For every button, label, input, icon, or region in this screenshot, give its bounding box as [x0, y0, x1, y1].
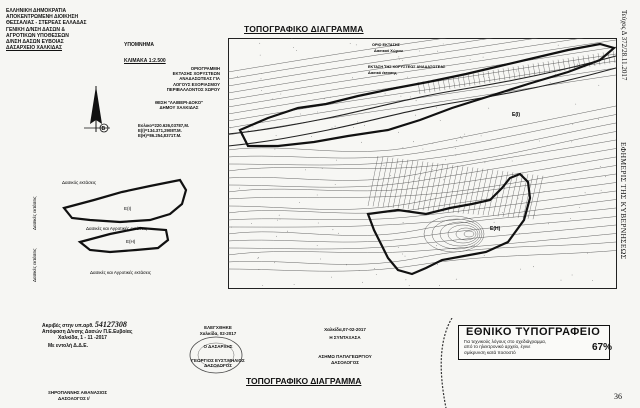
texture-dot [601, 190, 602, 191]
texture-dot [533, 266, 534, 267]
gazette-strip [612, 0, 636, 408]
copy-line: Χαλκίδα, 1 - 11 -2017 [58, 335, 107, 341]
texture-dot [419, 51, 420, 52]
topographic-map [228, 38, 618, 290]
texture-dot [318, 223, 319, 224]
legend-municipality: ΔΗΜΟΥ ΧΑΛΚΙΔΑΣ [159, 105, 199, 111]
texture-dot [405, 176, 406, 177]
inset-label: Δασικές και Αγροτικές εκτάσεις [90, 270, 152, 275]
texture-dot [287, 231, 288, 232]
legend-desc-line: ΛΟΓΟΥΣ ΕΞΟΡΙΑΣΜΟΥ [173, 81, 220, 87]
checked-stamp [168, 325, 268, 369]
header-line: ΘΕΣΣΑΛΙΑΣ - ΣΤΕΡΕΑΣ ΕΛΛΑΔΑΣ [6, 20, 87, 27]
north-arrow-label: Β [101, 126, 106, 132]
legend-area-line: Ε(Η)=86.254,8371Τ.Μ. [138, 133, 182, 139]
texture-dot [415, 115, 416, 116]
texture-dot [561, 280, 562, 281]
inset-vertical-label: Δασικές εκτάσεις [32, 248, 37, 282]
gazette-issue: Τεύχος Δ 372/28.11.2017 [620, 10, 628, 81]
texture-dot [539, 141, 540, 142]
texture-dot [330, 97, 331, 98]
texture-dot [460, 137, 461, 138]
texture-dot [231, 227, 232, 228]
texture-dot [361, 142, 362, 143]
texture-dot [296, 50, 297, 51]
texture-dot [398, 57, 399, 58]
header-line: ΔΑΣΑΡΧΕΙΟ ΧΑΛΚΙΔΑΣ [6, 45, 62, 52]
texture-dot [311, 136, 312, 137]
stamp-percent: 67% [592, 342, 613, 353]
legend-area-line: Εολικο=220.626,03787,Μ. [138, 123, 190, 128]
texture-dot [520, 269, 521, 270]
texture-dot [275, 149, 276, 150]
texture-dot [322, 168, 323, 169]
texture-dot [483, 76, 484, 77]
texture-dot [502, 212, 503, 213]
texture-dot [272, 99, 273, 100]
texture-dot [248, 130, 249, 131]
texture-dot [598, 119, 599, 120]
texture-dot [258, 258, 259, 259]
header-line: ΓΕΝΙΚΗ Δ/ΝΣΗ ΔΑΣΩΝ & [6, 26, 65, 33]
map-title-bottom: ΤΟΠΟΓΡΑΦΙΚΟ ΔΙΑΓΡΑΜΜΑ [246, 376, 362, 386]
texture-dot [239, 188, 240, 189]
texture-dot [251, 223, 252, 224]
texture-dot [598, 85, 599, 86]
texture-dot [550, 82, 551, 83]
texture-dot [485, 162, 486, 163]
texture-dot [261, 78, 262, 79]
left-signatory [48, 390, 107, 401]
texture-dot [456, 279, 457, 280]
parcel-eh-label: Ε(Η) [490, 226, 501, 232]
author-name: ΑΣΗΜΩ ΠΑΠΑΓΕΩΡΓΙΟΥ [318, 354, 372, 359]
texture-dot [333, 229, 334, 230]
texture-dot [280, 219, 281, 220]
texture-dot [299, 202, 300, 203]
texture-dot [519, 233, 520, 234]
texture-dot [418, 178, 419, 179]
inset-overview [20, 170, 200, 285]
texture-dot [317, 195, 318, 196]
texture-dot [474, 245, 475, 246]
texture-dot [558, 45, 559, 46]
texture-dot [464, 134, 465, 135]
stamp-text: από το ηλεκτρονικό αρχείο, έγινε [464, 344, 531, 349]
legend-areas [138, 123, 242, 139]
texture-dot [575, 104, 576, 105]
texture-dot [259, 269, 260, 270]
legend-heading: ΥΠΟΜΝΗΜΑ [124, 42, 154, 48]
texture-dot [534, 215, 535, 216]
header-line: ΑΓΡΟΤΙΚΩΝ ΥΠΟΘΕΣΕΩΝ [6, 32, 69, 39]
texture-dot [262, 285, 263, 286]
stamp-text: σμίκρυνση κατά ποσοστό [464, 350, 516, 355]
texture-dot [357, 122, 358, 123]
texture-dot [335, 126, 336, 127]
texture-dot [481, 136, 482, 137]
texture-dot [258, 257, 259, 258]
signatory-title: ΔΑΣΟΛΟΓΟΣ Ι/ [58, 395, 90, 401]
texture-dot [483, 57, 484, 58]
texture-dot [577, 64, 578, 65]
texture-dot [516, 71, 517, 72]
texture-dot [280, 94, 281, 95]
texture-dot [437, 51, 438, 52]
inset-label: Ε(Ι) [124, 206, 132, 211]
texture-dot [237, 76, 238, 77]
texture-dot [384, 165, 385, 166]
texture-dot [346, 265, 347, 266]
inset-parcel-ei [64, 180, 186, 222]
texture-dot [276, 236, 277, 237]
texture-dot [432, 169, 433, 170]
texture-dot [443, 44, 444, 45]
texture-dot [587, 253, 588, 254]
stamp-line: Ο ΔΑΣΑΡΧΗΣ [203, 344, 233, 349]
texture-dot [294, 284, 295, 285]
texture-dot [364, 125, 365, 126]
texture-dot [300, 114, 301, 115]
author-role: Η ΣΥΝΤΑΞΑΣΑ [329, 334, 361, 340]
texture-dot [317, 245, 318, 246]
texture-dot [437, 264, 438, 265]
texture-dot [399, 59, 400, 60]
texture-dot [572, 124, 573, 125]
texture-dot [398, 162, 399, 163]
texture-dot [402, 60, 403, 61]
texture-dot [402, 254, 403, 255]
texture-dot [385, 93, 386, 94]
texture-dot [324, 99, 325, 100]
texture-dot [436, 107, 437, 108]
inset-label: Δασικές και Αγροτικές εκτάσεις [86, 226, 148, 231]
texture-dot [455, 148, 456, 149]
texture-dot [336, 160, 337, 161]
texture-dot [548, 223, 549, 224]
texture-dot [293, 47, 294, 48]
texture-dot [506, 197, 507, 198]
legend-scale: ΚΛΙΜΑΚΑ 1:2.500 [124, 58, 166, 64]
texture-dot [276, 135, 277, 136]
map-note-line: ΕΚΤΑΣΗ ΤΗΣ ΧΟΡΥΣΤΕΩΣ ΑΝΑΔΑΣΩΤΕΑΣ [368, 65, 446, 69]
legend-area-line: Ε(Ι)=134.371,2908Τ.Μ. [138, 128, 182, 134]
texture-dot [352, 77, 353, 78]
stamp-line: ΔΑΣΟΛΟΓΟΣ [204, 363, 232, 368]
texture-dot [534, 72, 535, 73]
legend-desc-line: ΕΚΤΑΣΗΣ ΧΟΡΥΣΤΕΩΝ [172, 71, 220, 77]
texture-dot [490, 80, 491, 81]
texture-dot [410, 97, 411, 98]
texture-dot [436, 245, 437, 246]
texture-dot [277, 220, 278, 221]
texture-dot [579, 207, 580, 208]
texture-dot [279, 215, 280, 216]
texture-dot [433, 143, 434, 144]
stamp-line: ΕΛΕΓΧΘΗΚΕ [204, 325, 232, 330]
texture-dot [407, 77, 408, 78]
map-title: ΤΟΠΟΓΡΑΦΙΚΟ ΔΙΑΓΡΑΜΜΑ [244, 24, 364, 34]
texture-dot [488, 77, 489, 78]
texture-dot [518, 198, 519, 199]
texture-dot [456, 155, 457, 156]
texture-dot [274, 262, 275, 263]
authority-header [6, 8, 98, 51]
texture-dot [376, 274, 377, 275]
page-number: 36 [614, 392, 622, 401]
author-block [300, 327, 390, 365]
parcel-ei-label: Ε(Ι) [512, 112, 521, 118]
texture-dot [416, 100, 417, 101]
north-arrow-icon [84, 84, 114, 140]
texture-dot [400, 164, 401, 165]
stamp-text: Για τεχνικούς λόγους στο σχεδιάγραμμα, [464, 339, 547, 344]
texture-dot [350, 43, 351, 44]
header-line: ΕΛΛΗΝΙΚΗ ΔΗΜΟΚΡΑΤΙΑ [6, 8, 67, 14]
texture-dot [332, 128, 333, 129]
stamp-line: ΓΕΩΡΓΙΟΣ ΕΥΣΤ.ΜΗΛΙΟΣ [191, 357, 245, 363]
texture-dot [403, 222, 404, 223]
map-note-line: Δασικό έκτασης [368, 71, 397, 75]
texture-dot [338, 233, 339, 234]
header-line: Δ/ΝΣΗ ΔΑΣΩΝ ΕΥΒΟΙΑΣ [6, 39, 64, 46]
texture-dot [261, 90, 262, 91]
texture-dot [571, 142, 572, 143]
texture-dot [320, 259, 321, 260]
map-note-line: ΟΡΙΟ ΕΚΤΑΣΗΣ [372, 43, 400, 47]
texture-dot [488, 108, 489, 109]
texture-dot [398, 247, 399, 248]
header-line: ΑΠΟΚΕΝΤΡΩΜΕΝΗ ΔΙΟΙΚΗΣΗ [6, 14, 79, 21]
texture-dot [317, 112, 318, 113]
texture-dot [253, 127, 254, 128]
copy-line: Απόφαση Δ/νσης Δασών Π.Ε.Ευβοίας [42, 329, 133, 335]
texture-dot [462, 138, 463, 139]
author-date: Χαλκίδα,07-02-2017 [324, 327, 366, 332]
texture-dot [398, 132, 399, 133]
inset-parcel-eh [80, 228, 168, 252]
texture-dot [331, 277, 332, 278]
texture-dot [484, 255, 485, 256]
texture-dot [512, 161, 513, 162]
signatory-name: ΞΗΡΟΠΑΝΝΗΣ ΑΘΑΝΑΣΙΟΣ [48, 390, 108, 395]
texture-dot [570, 218, 571, 219]
legend-location [124, 100, 234, 110]
texture-dot [359, 270, 360, 271]
texture-dot [409, 285, 410, 286]
texture-dot [353, 127, 354, 128]
texture-dot [522, 201, 523, 202]
texture-dot [605, 176, 606, 177]
inset-label: Ε(Η) [126, 239, 136, 244]
texture-dot [335, 184, 336, 185]
texture-dot [230, 128, 231, 129]
texture-dot [456, 140, 457, 141]
texture-dot [261, 73, 262, 74]
texture-dot [305, 170, 306, 171]
texture-dot [403, 147, 404, 148]
inset-vertical-label: Δασικές εκτάσεις [32, 196, 37, 230]
copy-prefix: Ακριβές στην υπ.αρθ. [42, 323, 94, 329]
texture-dot [470, 59, 471, 60]
texture-dot [575, 180, 576, 181]
texture-dot [362, 282, 363, 283]
texture-dot [356, 45, 357, 46]
texture-dot [445, 159, 446, 160]
certified-copy-note [42, 322, 162, 349]
texture-dot [444, 179, 445, 180]
texture-dot [406, 279, 407, 280]
texture-dot [494, 222, 495, 223]
legend-desc-line: ΟΡΙΟΓΡΑΜΜΗ [190, 66, 220, 71]
texture-dot [592, 280, 593, 281]
copy-number: 54127308 [94, 320, 127, 329]
map-note-line: Δασικού Χώρου [374, 49, 403, 53]
texture-dot [405, 256, 406, 257]
legend-location-name: ΘΕΣΗ "ΛΑΙΒΕΡΙ-ΔΟΚΟ" [154, 100, 204, 105]
texture-dot [572, 275, 573, 276]
legend-desc-line: ΠΕΡΙΒΑΛΛΟΝΤΟΣ ΧΩΡΟΥ [166, 86, 220, 92]
texture-dot [390, 175, 391, 176]
gazette-name: ΕΦΗΜΕΡΙΣ ΤΗΣ ΚΥΒΕΡΝΗΣΕΩΣ [619, 142, 628, 260]
texture-dot [585, 192, 586, 193]
inset-label: Δασικός εκτάσεις [62, 180, 97, 185]
texture-dot [413, 141, 414, 142]
author-title: ΔΑΣΟΛΟΓΟΣ [331, 359, 359, 365]
copy-line: Με εντολή Δ.Δ.Ε. [48, 343, 88, 349]
texture-dot [374, 268, 375, 269]
texture-dot [544, 191, 545, 192]
texture-dot [439, 285, 440, 286]
texture-dot [401, 96, 402, 97]
texture-dot [423, 149, 424, 150]
texture-dot [600, 166, 601, 167]
stamp-line: Χαλκίδα, 02-2017 [199, 330, 237, 336]
stamp-title: ΕΘΝΙΚΟ ΤΥΠΟΓΡΑΦΕΙΟ [466, 326, 601, 338]
legend-description [124, 66, 220, 92]
texture-dot [260, 55, 261, 56]
legend-desc-line: ΑΝΑΔΑΣΩΤΕΑΣ ΓΙΑ [179, 76, 220, 82]
texture-dot [259, 43, 260, 44]
texture-dot [440, 120, 441, 121]
